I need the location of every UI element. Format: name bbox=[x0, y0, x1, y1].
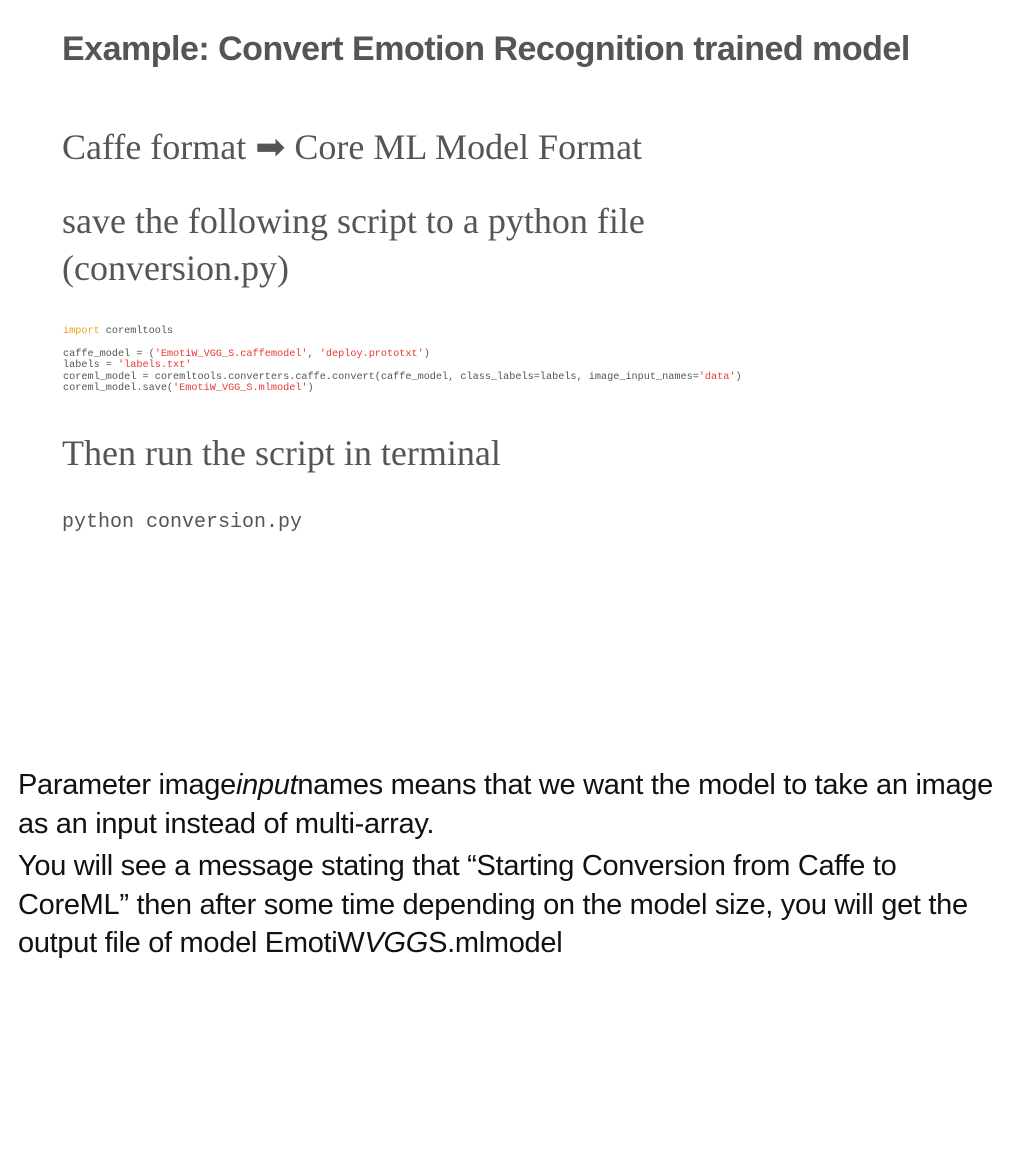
code-keyword: import bbox=[63, 326, 100, 337]
speaker-notes bbox=[18, 766, 1008, 967]
code-text: , bbox=[307, 348, 320, 360]
code-text: ) bbox=[423, 348, 430, 360]
notes-text: Parameter image bbox=[18, 769, 236, 801]
code-line bbox=[63, 360, 742, 371]
code-text: coreml_model.save( bbox=[63, 382, 174, 394]
code-line bbox=[63, 349, 742, 360]
code-string: 'labels.txt' bbox=[118, 360, 192, 372]
code-text: ) bbox=[735, 371, 742, 383]
code-line bbox=[63, 326, 742, 337]
notes-emphasis: VGG bbox=[364, 927, 429, 959]
notes-text: names means that we want the model to take an image as an input instead of multi-array. bbox=[18, 769, 993, 840]
code-text: coreml_model = coremltools.converters.caffe.convert(caffe_model, class_labels=labels, image_input_names= bbox=[63, 371, 699, 383]
notes-text: You will see a message stating that “Starting Conversion from Caffe to CoreML” then after some time depending on the model size, you will get the output file of model EmotiW bbox=[18, 850, 968, 959]
code-text: ) bbox=[307, 382, 314, 394]
code-string: 'data' bbox=[698, 371, 736, 383]
code-string: 'EmotiW_VGG_S.mlmodel' bbox=[173, 382, 308, 394]
terminal-command: python conversion.py bbox=[62, 511, 303, 534]
code-text: labels = bbox=[63, 360, 119, 372]
save-script-heading: save the following script to a python file (conversion.py) bbox=[62, 201, 645, 288]
code-text: caffe_model = ( bbox=[63, 348, 155, 360]
code-block bbox=[63, 326, 742, 394]
notes-text: S.mlmodel bbox=[428, 927, 563, 959]
code-text: coremltools bbox=[99, 326, 174, 337]
slide-title: Example: Convert Emotion Recognition trained model bbox=[62, 30, 910, 68]
run-script-heading: Then run the script in terminal bbox=[62, 433, 501, 473]
code-blank-line bbox=[63, 337, 742, 348]
code-string: 'deploy.prototxt' bbox=[319, 348, 424, 360]
notes-emphasis: input bbox=[235, 769, 298, 801]
notes-paragraph bbox=[18, 766, 1008, 843]
slide-subtitle: Caffe format ➡ Core ML Model Format bbox=[62, 127, 643, 167]
code-string: 'EmotiW_VGG_S.caffemodel' bbox=[154, 348, 308, 360]
code-line bbox=[63, 372, 742, 383]
code-line bbox=[63, 383, 742, 394]
notes-paragraph bbox=[18, 847, 1008, 963]
